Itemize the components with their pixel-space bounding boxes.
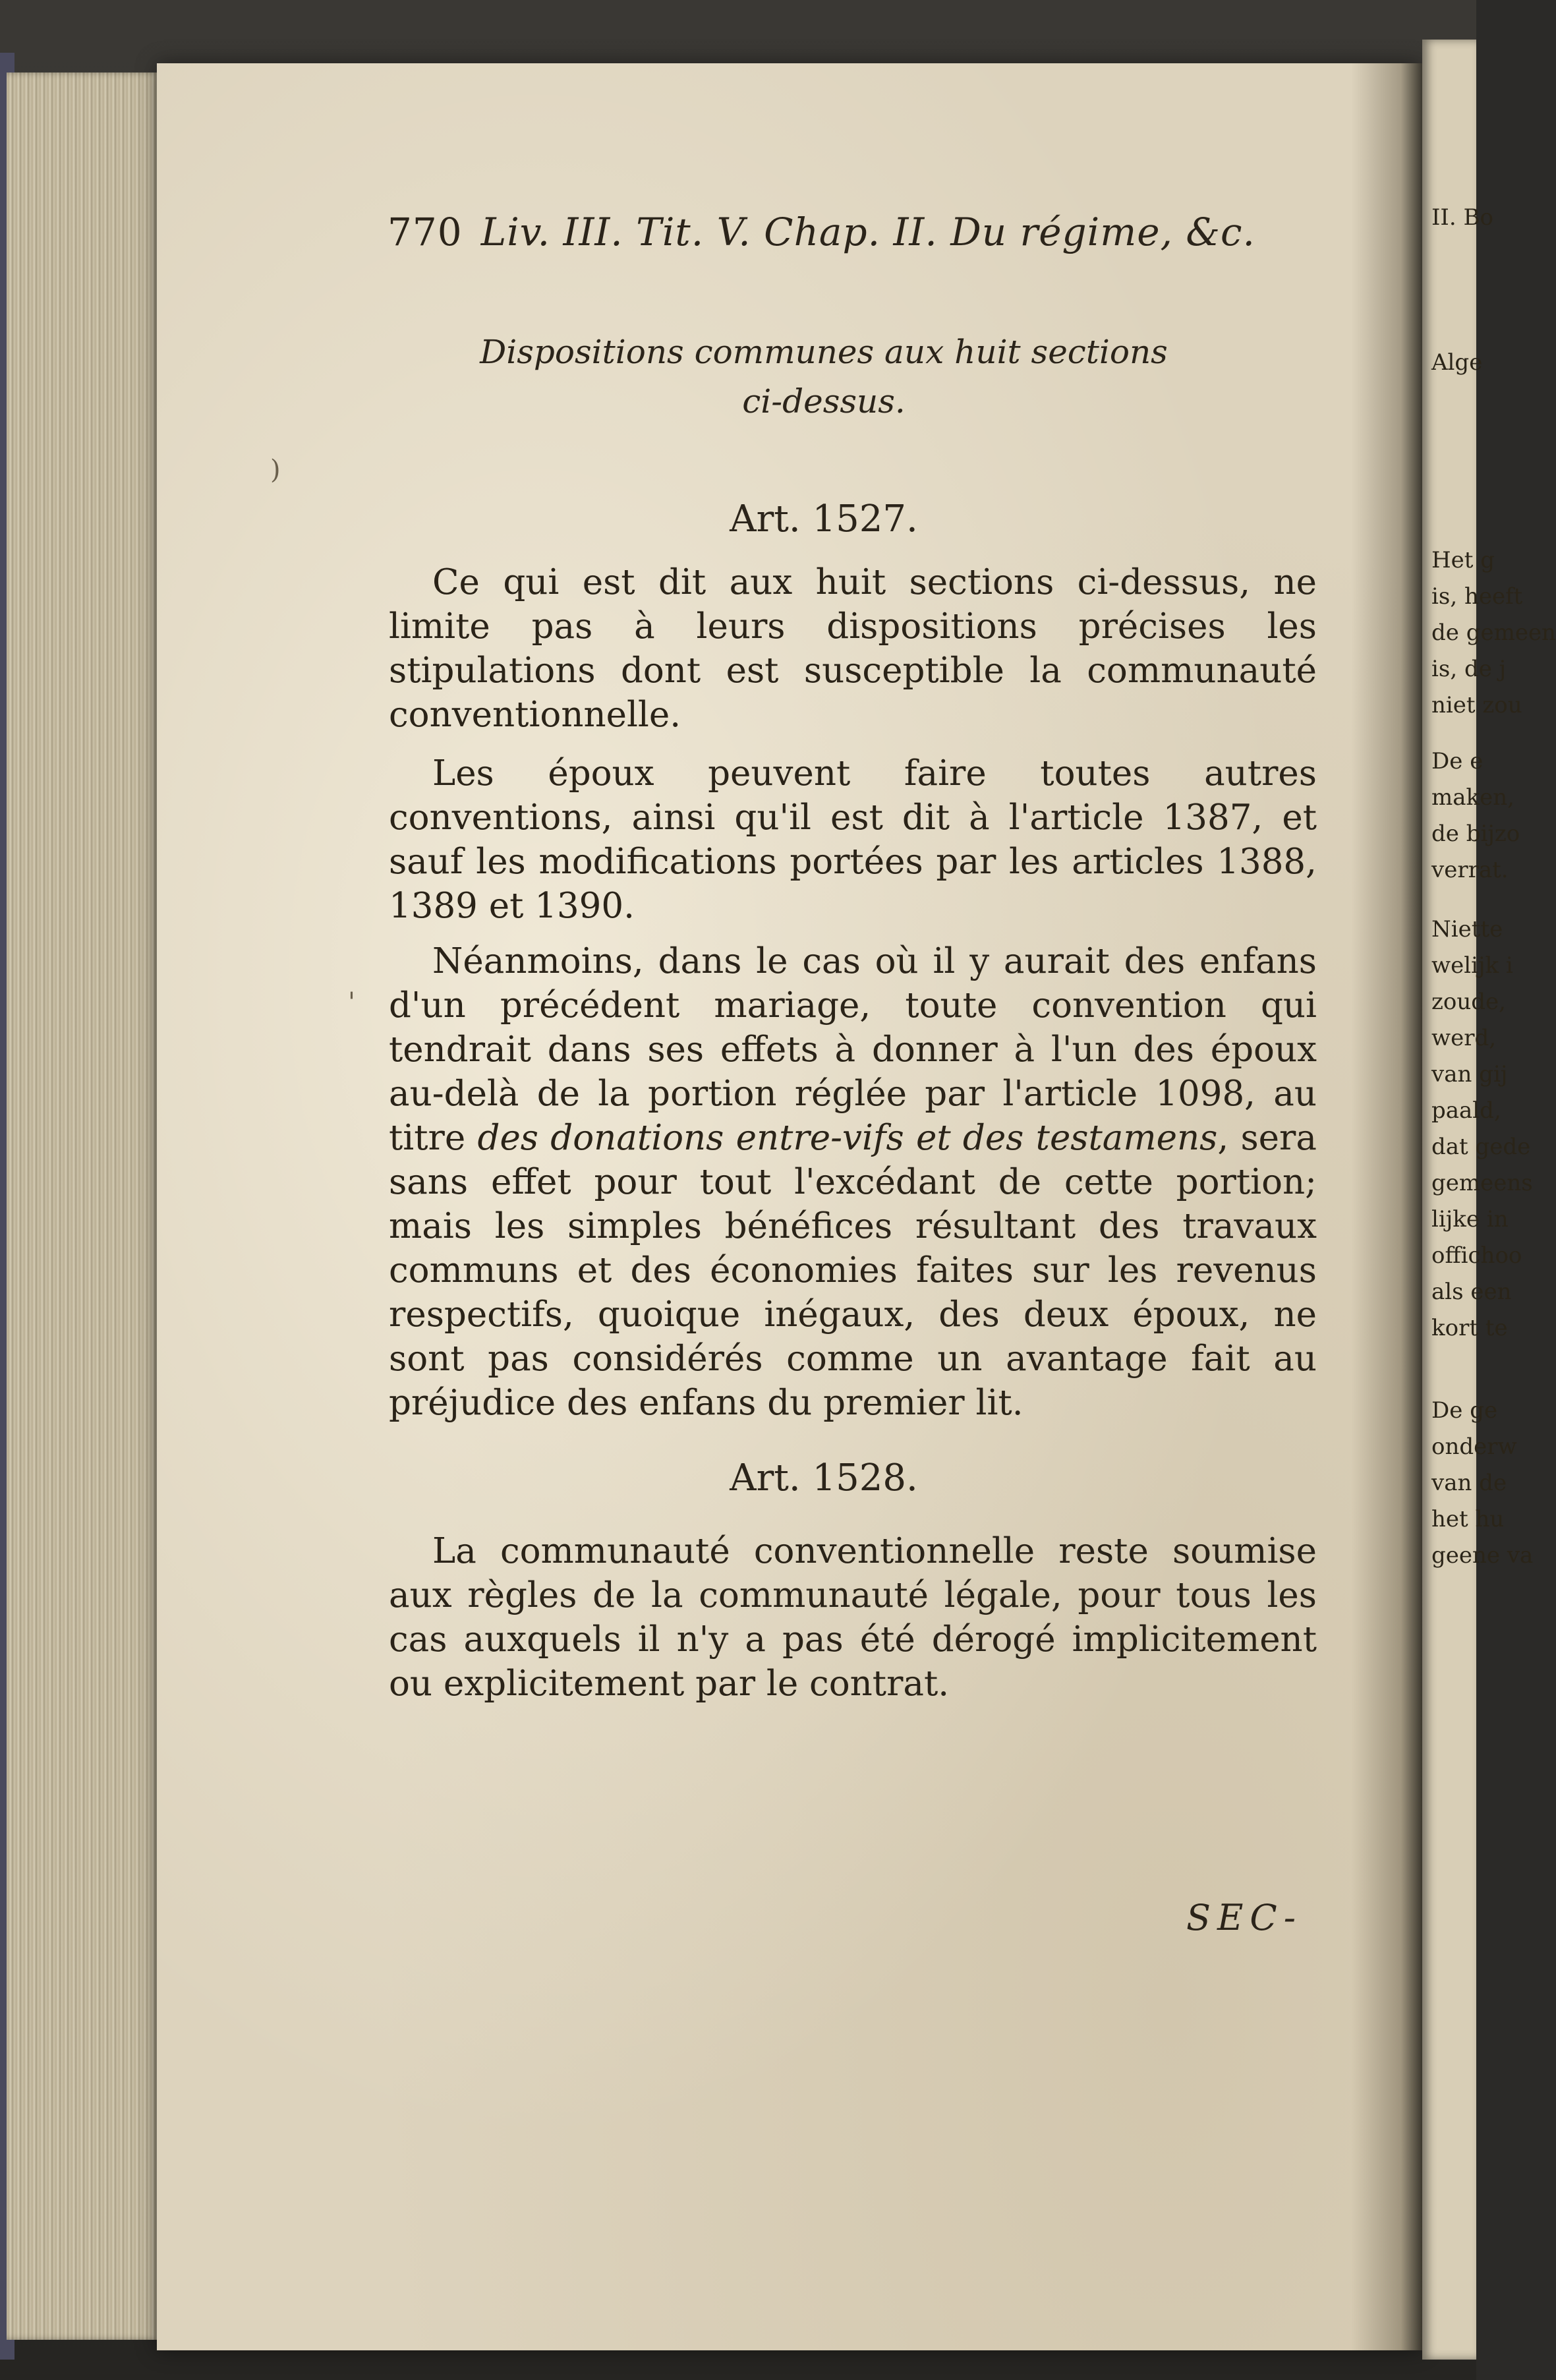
article-1527-paragraph-3-part-b: , sera sans effet pour tout l'excédant de cette portion; mais les simples bénéfices résultant des travaux communs et des économies faites sur les revenus respectifs, quoique inégaux, des deux époux, ne sont pas considérés comme un avantage fait au préjudice des enfans du premier lit. [389, 1118, 1317, 1423]
article-1528-paragraph-1: La communauté conventionnelle reste soumise aux règles de la communauté légale, pour tous les cas auxquels il n'y a pas été dérogé implicitement ou explicitement par le contrat. [389, 1531, 1317, 1704]
facing-line: geene va [1431, 1542, 1534, 1569]
facing-line: werd, [1431, 1025, 1497, 1051]
facing-line: verrat. [1431, 857, 1509, 883]
facing-line: het hu [1431, 1506, 1505, 1532]
page-number: 770 [388, 210, 463, 254]
page-gutter-shadow [1351, 63, 1422, 2350]
article-1528-label: Art. 1528. [730, 1457, 918, 1499]
facing-line: is, heeft [1431, 583, 1523, 610]
facing-line: gemeens [1431, 1170, 1533, 1196]
facing-line: Het g [1431, 547, 1495, 573]
book-fore-edge [7, 73, 159, 2340]
margin-mark: ) [270, 455, 281, 485]
facing-line: niet zou [1431, 692, 1522, 718]
facing-page [1422, 40, 1556, 2360]
section-title-line1: Dispositions communes aux huit sections [480, 333, 1168, 371]
facing-line: De ge [1431, 1397, 1498, 1424]
article-1527-paragraph-3 [389, 939, 1317, 1425]
facing-line: van gij [1431, 1061, 1508, 1088]
facing-line: De e [1431, 748, 1484, 774]
article-1527-italic-title: des donations entre-vifs et des testamens [477, 1118, 1218, 1158]
facing-line: II. Bo [1431, 204, 1493, 231]
article-1527-paragraph-1: Ce qui est dit aux huit sections ci-dessus, ne limite pas à leurs dispositions précises les stipulations dont est susceptible la communauté conventionnelle. [389, 562, 1317, 735]
facing-line: kort te [1431, 1315, 1508, 1341]
running-header [388, 210, 1255, 254]
facing-line: Niette [1431, 916, 1503, 943]
facing-line: de gemeen [1431, 620, 1556, 646]
section-title-line2: ci-dessus. [742, 382, 906, 421]
facing-line: is, de j [1431, 656, 1507, 682]
article-1527-paragraph-2: Les époux peuvent faire toutes autres conventions, ainsi qu'il est dit à l'article 1387, et sauf les modifications portées par les articles 1388, 1389 et 1390. [389, 753, 1317, 926]
margin-mark: ' [348, 987, 355, 1018]
article-1527-label: Art. 1527. [730, 498, 918, 540]
running-title: Liv. III. Tit. V. Chap. II. Du régime, &c. [480, 210, 1255, 254]
facing-line: dat gede [1431, 1134, 1531, 1160]
facing-line: maken, [1431, 784, 1514, 811]
facing-line: paald, [1431, 1097, 1501, 1124]
facing-line: lijke in [1431, 1206, 1509, 1233]
facing-line: welijk i [1431, 952, 1513, 979]
facing-line: van de [1431, 1470, 1507, 1496]
facing-line: onderw [1431, 1434, 1517, 1460]
catchword: SEC- [1186, 1897, 1302, 1938]
facing-line: offichoo [1431, 1242, 1522, 1269]
facing-line: als een [1431, 1279, 1512, 1305]
facing-line: de bijzo [1431, 821, 1520, 847]
facing-line: zoude, [1431, 989, 1506, 1015]
facing-line: Alge [1431, 349, 1483, 376]
article-1527-paragraph-3-part-a: Néanmoins, dans le cas où il y aurait des enfans d'un précédent mariage, toute convention qui tendrait dans ses effets à donner à l'un des époux au-delà de la portion réglée par l'article 1098, au titre [389, 941, 1317, 1158]
